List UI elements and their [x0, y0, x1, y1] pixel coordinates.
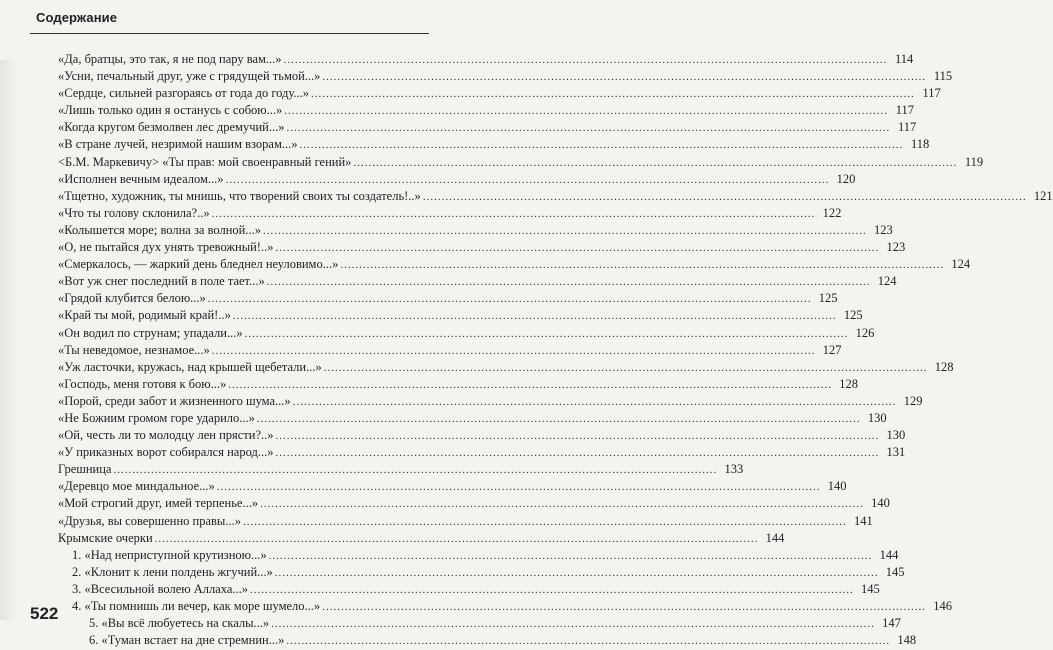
toc-entry-title: «Не Божиим громом горе ударило...» — [58, 410, 255, 425]
toc-entry — [58, 325, 875, 342]
toc-entry-page: 123 — [886, 240, 906, 255]
toc-leader-dots — [276, 428, 880, 445]
toc-entry-page: 124 — [877, 274, 897, 289]
toc-leader-dots — [340, 257, 944, 274]
toc-entry-page: 148 — [897, 633, 917, 648]
toc-entry — [58, 342, 842, 359]
toc-entry — [58, 51, 914, 68]
toc-leader-dots — [212, 343, 816, 360]
toc-entry-title: «Ой, честь ли то молодцу лен прясти?..» — [58, 428, 274, 443]
toc-entry-title: «Да, братцы, это так, я не под пару вам...» — [58, 52, 282, 66]
toc-entry-title: 2. «Клонит к лени полдень жгучий...» — [72, 564, 273, 579]
toc-entry-title: «О, не пытайся дух унять тревожный!..» — [58, 240, 274, 255]
toc-entry-title: «Друзья, вы совершенно правы...» — [58, 513, 241, 528]
toc-entry-page: 119 — [964, 154, 984, 169]
toc-leader-dots — [423, 189, 1027, 206]
toc-entry-page: 146 — [933, 599, 952, 613]
toc-entry-title: «Тщетно, художник, ты мнишь, что творений своих ты создатель!..» — [58, 188, 421, 203]
toc-entry-title: «Лишь только один я останусь с собою...» — [58, 103, 283, 118]
page-header-title: Содержание — [36, 10, 118, 25]
toc-entry — [58, 154, 984, 171]
toc-leader-dots — [275, 565, 879, 582]
toc-entry — [58, 444, 906, 461]
toc-entry — [58, 376, 858, 393]
toc-leader-dots — [263, 223, 867, 240]
toc-entry — [58, 530, 785, 547]
toc-entry-page: 145 — [861, 581, 880, 596]
toc-leader-dots — [271, 616, 875, 633]
toc-leader-dots — [245, 326, 849, 343]
toc-leader-dots — [113, 462, 717, 479]
toc-entry — [58, 359, 954, 376]
toc-entry-page: 117 — [922, 86, 941, 101]
toc-entry-title: «Он водил по струнам; упадали...» — [58, 325, 243, 340]
toc-entry — [58, 495, 890, 512]
toc-entry — [58, 393, 923, 410]
toc-entry — [58, 256, 971, 273]
toc-leader-dots — [208, 291, 812, 308]
toc-entry-page: 129 — [903, 393, 923, 408]
toc-leader-dots — [228, 377, 832, 394]
toc-entry-title: «Колышется море; волна за волной...» — [58, 222, 261, 237]
toc-leader-dots — [322, 599, 926, 616]
toc-entry-page: 133 — [724, 462, 744, 477]
toc-leader-dots — [275, 240, 879, 257]
toc-entry — [58, 171, 856, 188]
toc-entry-title: «Ты неведомое, незнамое...» — [58, 342, 210, 357]
toc-entry-title: «Когда кругом безмолвен лес дремучий...» — [58, 120, 285, 135]
toc-entry — [58, 273, 897, 290]
toc-leader-dots — [284, 52, 888, 69]
toc-entry — [58, 513, 873, 530]
toc-entry-page: 130 — [886, 428, 906, 443]
toc-entry-title: «Вот уж снег последний в поле тает...» — [58, 274, 265, 289]
toc-entry — [58, 461, 744, 478]
toc-entry — [58, 307, 863, 324]
toc-entry-title: «В стране лучей, незримой нашим взорам...» — [58, 137, 298, 152]
toc-entry-title: 3. «Всесильной волею Аллаха...» — [72, 581, 249, 596]
toc-entry-title: 4. «Ты помнишь ли вечер, как море шумело...» — [72, 599, 321, 613]
toc-entry — [58, 547, 899, 564]
toc-leader-dots — [286, 120, 890, 137]
toc-leader-dots — [212, 206, 816, 223]
toc-entry — [58, 615, 901, 632]
toc-leader-dots — [226, 172, 830, 189]
toc-entry — [58, 632, 917, 649]
toc-entry-title: 6. «Туман встает на дне стремнин...» — [89, 633, 285, 648]
toc-leader-dots — [233, 308, 837, 325]
toc-entry-page: 127 — [822, 342, 842, 357]
toc-entry-page: 144 — [879, 547, 899, 562]
toc-entry — [58, 85, 941, 102]
toc-leader-dots — [269, 548, 873, 565]
toc-leader-dots — [243, 514, 847, 531]
toc-leader-dots — [257, 411, 861, 428]
toc-entry-page: 144 — [765, 530, 785, 545]
toc-entry-title: «Смеркалось, — жаркий день бледнел неуловимо...» — [58, 257, 339, 272]
toc-entry-page: 115 — [933, 69, 953, 84]
toc-entry-page: 130 — [867, 410, 887, 425]
toc-entry-page: 145 — [885, 564, 905, 579]
toc-entry-title: «У приказных ворот собирался народ...» — [58, 445, 274, 460]
toc-entry — [58, 290, 838, 307]
toc-entry-title: Грешница — [58, 462, 112, 477]
toc-entry-page: 117 — [897, 120, 917, 135]
toc-entry — [58, 478, 847, 495]
toc-entry — [58, 581, 880, 598]
toc-entry — [58, 136, 930, 153]
table-of-contents — [58, 51, 1053, 649]
toc-entry — [58, 564, 905, 581]
toc-entry-title: Крымские очерки — [58, 530, 153, 545]
toc-entry-page: 123 — [873, 222, 893, 237]
toc-entry — [58, 222, 893, 239]
toc-entry-page: 125 — [818, 291, 838, 306]
toc-entry-page: 124 — [951, 257, 971, 272]
page-edge-shadow — [0, 60, 18, 620]
toc-entry — [58, 119, 917, 136]
toc-entry-page: 122 — [822, 205, 842, 220]
header-rule — [30, 33, 429, 34]
toc-leader-dots — [217, 479, 821, 496]
toc-entry-page: 140 — [827, 479, 847, 494]
toc-entry-title: «Что ты голову склонила?..» — [58, 205, 210, 220]
toc-entry — [58, 102, 915, 119]
toc-entry — [58, 239, 906, 256]
toc-entry-page: 120 — [836, 171, 856, 186]
toc-entry-page: 128 — [934, 359, 954, 374]
toc-entry-title: «Господь, меня готовя к бою...» — [58, 376, 227, 391]
toc-entry-page: 118 — [910, 137, 930, 152]
toc-leader-dots — [311, 86, 915, 103]
toc-entry-title: 5. «Вы всё любуетесь на скалы...» — [89, 616, 270, 631]
toc-entry-page: 131 — [886, 445, 906, 460]
toc-entry-page: 114 — [895, 52, 914, 66]
toc-entry — [58, 188, 1053, 205]
toc-entry — [58, 598, 952, 615]
toc-leader-dots — [353, 155, 957, 172]
toc-leader-dots — [155, 531, 759, 548]
toc-entry-page: 117 — [895, 103, 915, 118]
toc-leader-dots — [286, 633, 890, 650]
toc-entry-page: 125 — [843, 308, 863, 323]
toc-entry-title: «Мой строгий друг, имей терпенье...» — [58, 496, 259, 511]
toc-entry-title: «Деревцо мое миндальное...» — [58, 479, 215, 494]
toc-entry-page: 141 — [853, 513, 873, 528]
toc-leader-dots — [299, 137, 903, 154]
page-number: 522 — [30, 604, 59, 623]
toc-leader-dots — [275, 445, 879, 462]
toc-entry-page: 147 — [882, 616, 901, 631]
toc-leader-dots — [293, 394, 897, 411]
toc-leader-dots — [322, 69, 926, 86]
toc-entry-page: 140 — [871, 496, 890, 511]
toc-entry-title: 1. «Над неприступной крутизною...» — [72, 547, 267, 562]
toc-entry-title: «Сердце, сильней разгораясь от года до году...» — [58, 86, 310, 101]
toc-leader-dots — [324, 360, 928, 377]
toc-entry — [58, 205, 842, 222]
toc-entry-title: «Уж ласточки, кружась, над крышей щебетали...» — [58, 359, 322, 374]
toc-leader-dots — [267, 274, 871, 291]
toc-entry-page: 128 — [839, 376, 858, 391]
toc-entry-title: «Край ты мой, родимый край!..» — [58, 308, 231, 323]
toc-entry — [58, 68, 953, 85]
toc-entry-title: «Грядой клубится белою...» — [58, 291, 206, 306]
toc-leader-dots — [260, 496, 864, 513]
toc-leader-dots — [250, 582, 854, 599]
toc-entry — [58, 410, 887, 427]
toc-entry-page: 121 — [1033, 188, 1053, 203]
toc-entry-title: «Усни, печальный друг, уже с грядущей тьмой...» — [58, 69, 321, 84]
toc-entry — [58, 427, 906, 444]
toc-entry-title: «Порой, среди забот и жизненного шума...» — [58, 393, 291, 408]
toc-entry-title: «Исполнен вечным идеалом...» — [58, 171, 224, 186]
toc-leader-dots — [284, 103, 888, 120]
toc-entry-title: <Б.М. Маркевичу> «Ты прав: мой своенравный гений» — [58, 154, 352, 169]
toc-entry-page: 126 — [855, 325, 875, 340]
